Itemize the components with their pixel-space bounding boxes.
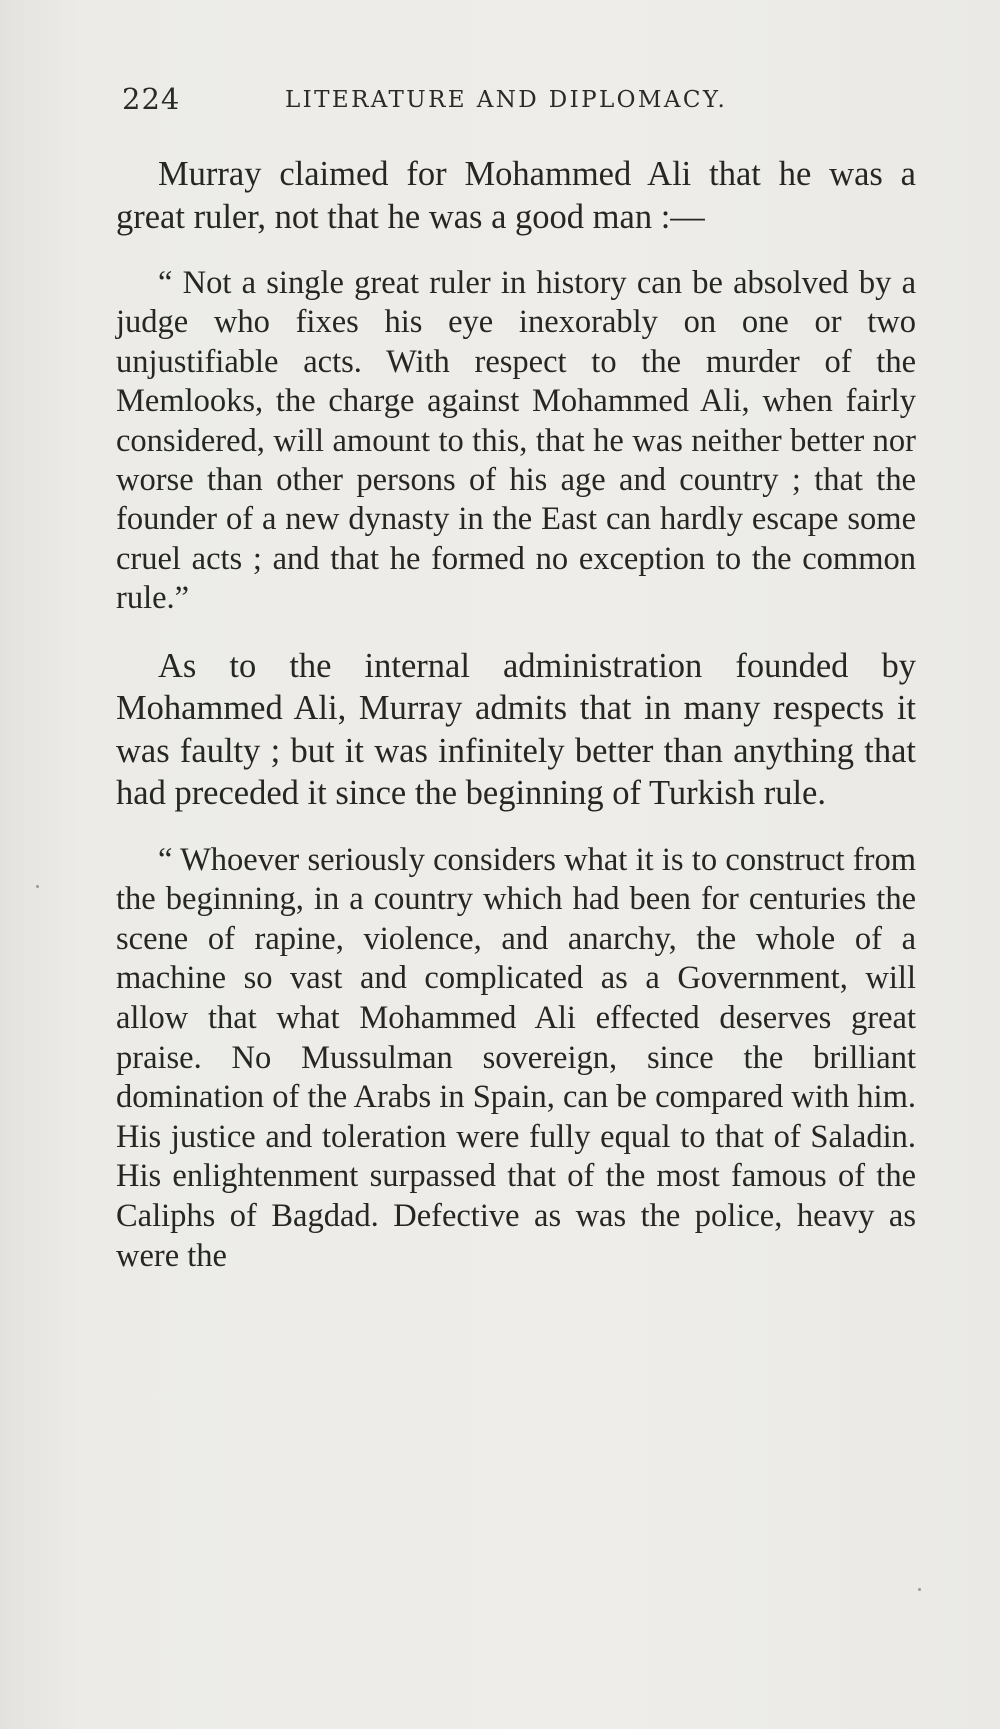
body-text: [116, 153, 916, 1276]
paragraph-intro: Murray claimed for Mohammed Ali that he was a great ruler, not that he was a good man :—: [116, 155, 916, 236]
running-head: [122, 82, 912, 122]
quotation-second: “ Whoever seriously considers what it is to construct from the beginning, in a country which had been for centuries the scene of rapine, violence, and anarchy, the whole of a machine so vast and complicated as a Government, will allow that what Mohammed Ali effected deserves great praise. No Mussulman sovereign, since the brilliant domination of the Arabs in Spain, can be compared with him. His justice and toleration were fully equal to that of Saladin. His enlightenment surpassed that of the most famous of the Caliphs of Bagdad. Defective as was the police, heavy as were the: [116, 841, 916, 1274]
paper-speck: [36, 885, 39, 888]
page-number: 224: [122, 82, 181, 116]
quotation-first: “ Not a single great ruler in history can be absolved by a judge who fixes his eye inexorably on one or two unjustifiable acts. With respect to the murder of the Memlooks, the charge against Mohammed Ali, when fairly considered, will amount to this, that he was neither better nor worse than other persons of his age and country ; that the founder of a new dynasty in the East can hardly escape some cruel acts ; and that he formed no exception to the common rule.”: [116, 265, 916, 617]
paragraph-administration: As to the internal administration founded by Mohammed Ali, Murray admits that in many respects it was faulty ; but it was infinitely better than anything that had preceded it since the beginning of Turkish rule.: [116, 646, 916, 813]
paper-speck: [918, 1588, 921, 1591]
running-head-title: LITERATURE AND DIPLOMACY.: [285, 87, 728, 113]
